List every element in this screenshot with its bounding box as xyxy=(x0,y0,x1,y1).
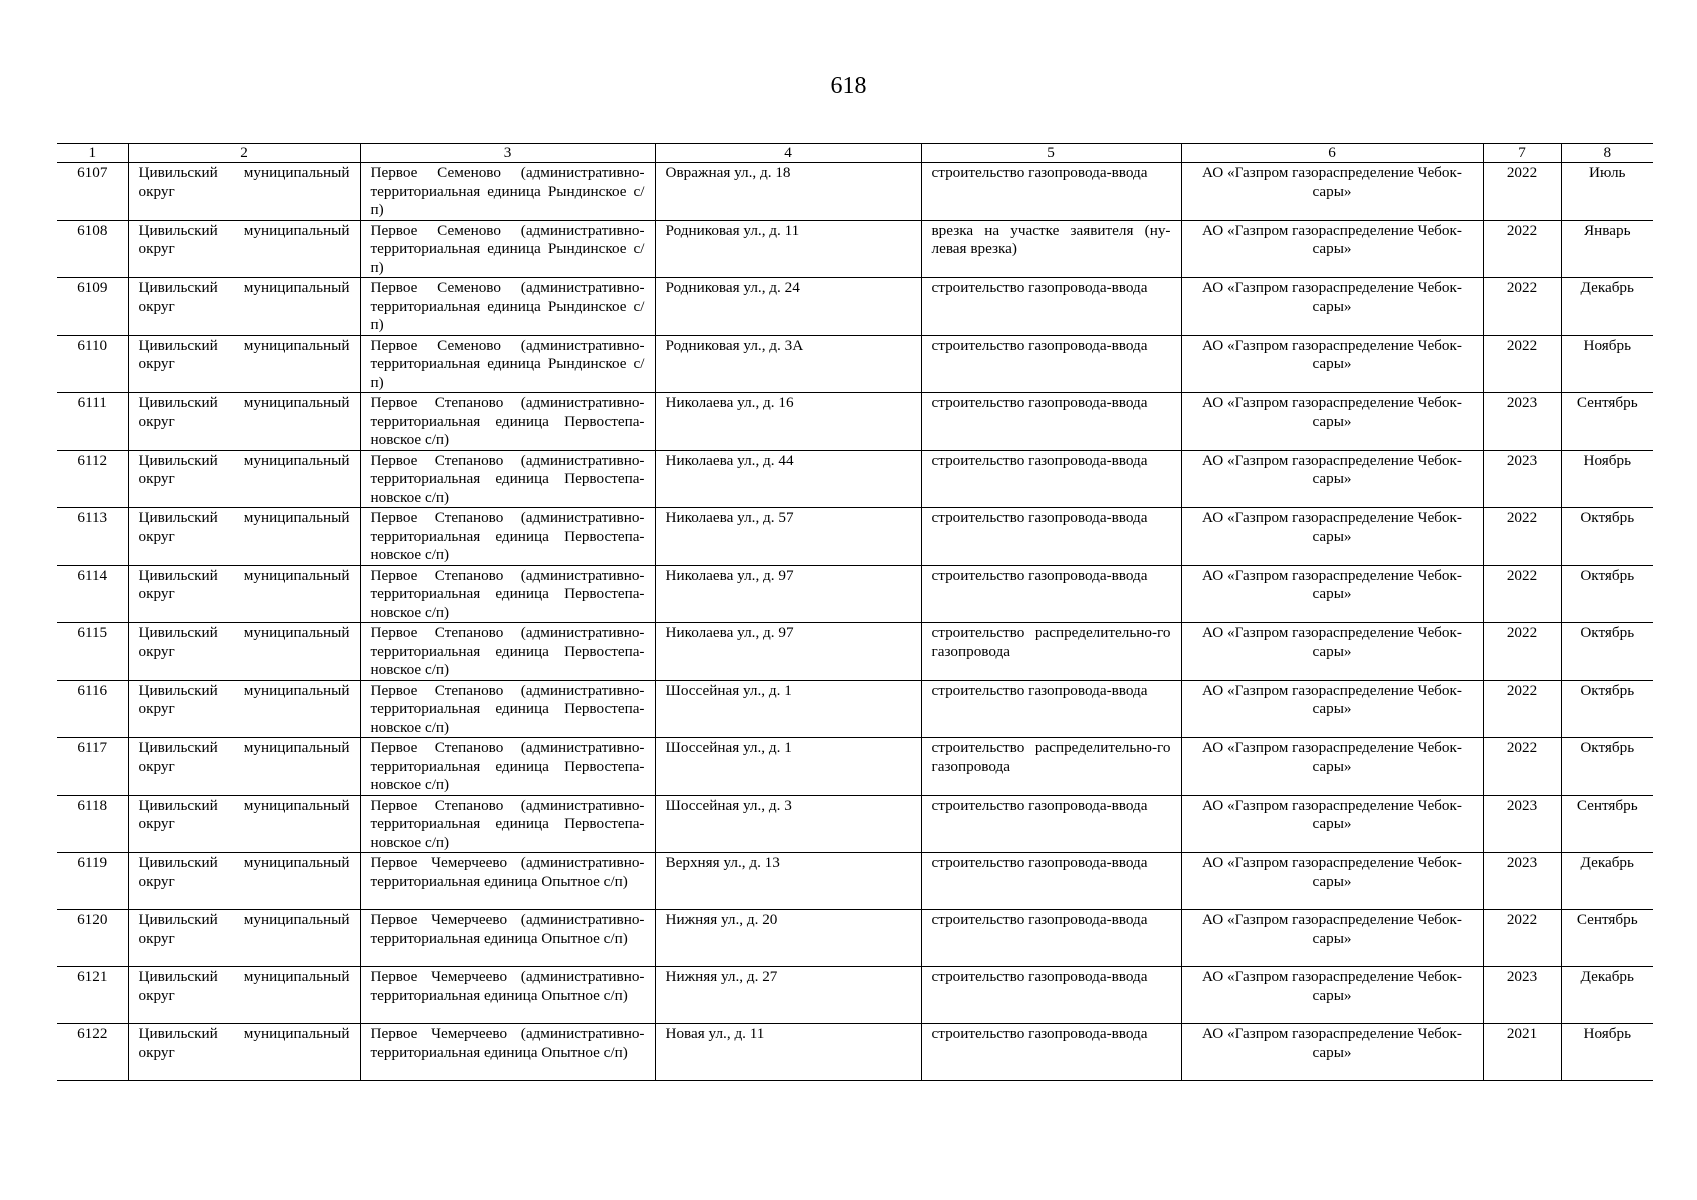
district-cell: Цивильский муниципальный округ xyxy=(128,738,360,796)
settlement-cell: Первое Чемерчеево (административно-территориальная единица Опытное с/п) xyxy=(360,910,655,967)
district-cell: Цивильский муниципальный округ xyxy=(128,163,360,221)
row-number-cell: 6110 xyxy=(57,335,128,393)
table-row xyxy=(57,680,1653,738)
settlement-cell: Первое Чемерчеево (административно-территориальная единица Опытное с/п) xyxy=(360,853,655,910)
organization-cell: АО «Газпром газораспределение Чебок-сары» xyxy=(1181,565,1483,623)
organization-cell: АО «Газпром газораспределение Чебок-сары» xyxy=(1181,853,1483,910)
organization-cell: АО «Газпром газораспределение Чебок-сары» xyxy=(1181,967,1483,1024)
address-cell: Шоссейная ул., д. 3 xyxy=(655,795,921,853)
month-cell: Ноябрь xyxy=(1561,335,1653,393)
column-header: 7 xyxy=(1483,144,1561,163)
year-cell: 2022 xyxy=(1483,220,1561,278)
table-row xyxy=(57,738,1653,796)
column-header: 6 xyxy=(1181,144,1483,163)
organization-cell: АО «Газпром газораспределение Чебок-сары» xyxy=(1181,738,1483,796)
table-row xyxy=(57,278,1653,336)
row-number-cell: 6116 xyxy=(57,680,128,738)
row-number-cell: 6122 xyxy=(57,1024,128,1081)
row-number-cell: 6114 xyxy=(57,565,128,623)
work-type-cell: строительство газопровода-ввода xyxy=(921,278,1181,336)
district-cell: Цивильский муниципальный округ xyxy=(128,450,360,508)
year-cell: 2023 xyxy=(1483,967,1561,1024)
month-cell: Ноябрь xyxy=(1561,450,1653,508)
settlement-cell: Первое Семеново (административно-территориальная единица Рындинское с/п) xyxy=(360,220,655,278)
work-type-cell: строительство распределительно-го газопровода xyxy=(921,738,1181,796)
district-cell: Цивильский муниципальный округ xyxy=(128,795,360,853)
work-type-cell: строительство газопровода-ввода xyxy=(921,1024,1181,1081)
address-cell: Николаева ул., д. 97 xyxy=(655,565,921,623)
work-type-cell: врезка на участке заявителя (ну-левая врезка) xyxy=(921,220,1181,278)
settlement-cell: Первое Степаново (административно-территориальная единица Первостепа-новское с/п) xyxy=(360,450,655,508)
row-number-cell: 6115 xyxy=(57,623,128,681)
settlement-cell: Первое Степаново (административно-территориальная единица Первостепа-новское с/п) xyxy=(360,738,655,796)
work-type-cell: строительство газопровода-ввода xyxy=(921,508,1181,566)
year-cell: 2022 xyxy=(1483,738,1561,796)
settlement-cell: Первое Степаново (административно-территориальная единица Первостепа-новское с/п) xyxy=(360,795,655,853)
address-cell: Николаева ул., д. 16 xyxy=(655,393,921,451)
year-cell: 2022 xyxy=(1483,623,1561,681)
column-header: 8 xyxy=(1561,144,1653,163)
work-type-cell: строительство газопровода-ввода xyxy=(921,967,1181,1024)
month-cell: Июль xyxy=(1561,163,1653,221)
work-type-cell: строительство газопровода-ввода xyxy=(921,565,1181,623)
settlement-cell: Первое Степаново (административно-территориальная единица Первостепа-новское с/п) xyxy=(360,508,655,566)
column-header: 3 xyxy=(360,144,655,163)
year-cell: 2023 xyxy=(1483,450,1561,508)
organization-cell: АО «Газпром газораспределение Чебок-сары» xyxy=(1181,910,1483,967)
work-type-cell: строительство газопровода-ввода xyxy=(921,680,1181,738)
year-cell: 2022 xyxy=(1483,910,1561,967)
year-cell: 2023 xyxy=(1483,393,1561,451)
settlement-cell: Первое Семеново (административно-территориальная единица Рындинское с/п) xyxy=(360,163,655,221)
district-cell: Цивильский муниципальный округ xyxy=(128,565,360,623)
address-cell: Новая ул., д. 11 xyxy=(655,1024,921,1081)
settlement-cell: Первое Степаново (административно-территориальная единица Первостепа-новское с/п) xyxy=(360,623,655,681)
row-number-cell: 6107 xyxy=(57,163,128,221)
address-cell: Шоссейная ул., д. 1 xyxy=(655,680,921,738)
settlement-cell: Первое Чемерчеево (административно-территориальная единица Опытное с/п) xyxy=(360,967,655,1024)
district-cell: Цивильский муниципальный округ xyxy=(128,393,360,451)
table-row xyxy=(57,220,1653,278)
table-row xyxy=(57,450,1653,508)
table-row xyxy=(57,910,1653,967)
district-cell: Цивильский муниципальный округ xyxy=(128,278,360,336)
organization-cell: АО «Газпром газораспределение Чебок-сары» xyxy=(1181,278,1483,336)
settlement-cell: Первое Степаново (административно-территориальная единица Первостепа-новское с/п) xyxy=(360,680,655,738)
month-cell: Декабрь xyxy=(1561,853,1653,910)
address-cell: Родниковая ул., д. 3А xyxy=(655,335,921,393)
settlement-cell: Первое Семеново (административно-территориальная единица Рындинское с/п) xyxy=(360,335,655,393)
work-type-cell: строительство газопровода-ввода xyxy=(921,853,1181,910)
year-cell: 2022 xyxy=(1483,278,1561,336)
district-cell: Цивильский муниципальный округ xyxy=(128,853,360,910)
address-cell: Николаева ул., д. 44 xyxy=(655,450,921,508)
table-body xyxy=(57,163,1653,1081)
organization-cell: АО «Газпром газораспределение Чебок-сары» xyxy=(1181,220,1483,278)
table-row xyxy=(57,795,1653,853)
row-number-cell: 6111 xyxy=(57,393,128,451)
address-cell: Шоссейная ул., д. 1 xyxy=(655,738,921,796)
settlement-cell: Первое Семеново (административно-территориальная единица Рындинское с/п) xyxy=(360,278,655,336)
gas-registry-table xyxy=(57,143,1653,1081)
organization-cell: АО «Газпром газораспределение Чебок-сары» xyxy=(1181,795,1483,853)
organization-cell: АО «Газпром газораспределение Чебок-сары» xyxy=(1181,508,1483,566)
district-cell: Цивильский муниципальный округ xyxy=(128,508,360,566)
month-cell: Январь xyxy=(1561,220,1653,278)
month-cell: Декабрь xyxy=(1561,967,1653,1024)
table-row xyxy=(57,565,1653,623)
address-cell: Родниковая ул., д. 24 xyxy=(655,278,921,336)
month-cell: Ноябрь xyxy=(1561,1024,1653,1081)
organization-cell: АО «Газпром газораспределение Чебок-сары» xyxy=(1181,335,1483,393)
year-cell: 2023 xyxy=(1483,853,1561,910)
address-cell: Верхняя ул., д. 13 xyxy=(655,853,921,910)
column-header: 4 xyxy=(655,144,921,163)
address-cell: Родниковая ул., д. 11 xyxy=(655,220,921,278)
work-type-cell: строительство газопровода-ввода xyxy=(921,163,1181,221)
month-cell: Сентябрь xyxy=(1561,393,1653,451)
organization-cell: АО «Газпром газораспределение Чебок-сары» xyxy=(1181,393,1483,451)
row-number-cell: 6113 xyxy=(57,508,128,566)
row-number-cell: 6121 xyxy=(57,967,128,1024)
table-row xyxy=(57,393,1653,451)
month-cell: Октябрь xyxy=(1561,680,1653,738)
district-cell: Цивильский муниципальный округ xyxy=(128,1024,360,1081)
page-number: 618 xyxy=(830,73,867,99)
year-cell: 2022 xyxy=(1483,565,1561,623)
row-number-cell: 6112 xyxy=(57,450,128,508)
column-header: 2 xyxy=(128,144,360,163)
row-number-cell: 6120 xyxy=(57,910,128,967)
settlement-cell: Первое Чемерчеево (административно-территориальная единица Опытное с/п) xyxy=(360,1024,655,1081)
row-number-cell: 6119 xyxy=(57,853,128,910)
address-cell: Николаева ул., д. 97 xyxy=(655,623,921,681)
year-cell: 2022 xyxy=(1483,163,1561,221)
row-number-cell: 6108 xyxy=(57,220,128,278)
table-row xyxy=(57,335,1653,393)
settlement-cell: Первое Степаново (административно-территориальная единица Первостепа-новское с/п) xyxy=(360,565,655,623)
address-cell: Овражная ул., д. 18 xyxy=(655,163,921,221)
year-cell: 2023 xyxy=(1483,795,1561,853)
month-cell: Октябрь xyxy=(1561,623,1653,681)
table-row xyxy=(57,967,1653,1024)
year-cell: 2022 xyxy=(1483,508,1561,566)
column-header: 5 xyxy=(921,144,1181,163)
organization-cell: АО «Газпром газораспределение Чебок-сары» xyxy=(1181,1024,1483,1081)
organization-cell: АО «Газпром газораспределение Чебок-сары» xyxy=(1181,623,1483,681)
organization-cell: АО «Газпром газораспределение Чебок-сары» xyxy=(1181,450,1483,508)
month-cell: Декабрь xyxy=(1561,278,1653,336)
table-row xyxy=(57,163,1653,221)
year-cell: 2022 xyxy=(1483,680,1561,738)
district-cell: Цивильский муниципальный округ xyxy=(128,680,360,738)
district-cell: Цивильский муниципальный округ xyxy=(128,967,360,1024)
year-cell: 2022 xyxy=(1483,335,1561,393)
address-cell: Николаева ул., д. 57 xyxy=(655,508,921,566)
work-type-cell: строительство распределительно-го газопровода xyxy=(921,623,1181,681)
district-cell: Цивильский муниципальный округ xyxy=(128,910,360,967)
table-row xyxy=(57,623,1653,681)
work-type-cell: строительство газопровода-ввода xyxy=(921,335,1181,393)
work-type-cell: строительство газопровода-ввода xyxy=(921,450,1181,508)
address-cell: Нижняя ул., д. 20 xyxy=(655,910,921,967)
work-type-cell: строительство газопровода-ввода xyxy=(921,795,1181,853)
column-number-row xyxy=(57,144,1653,163)
row-number-cell: 6109 xyxy=(57,278,128,336)
table-row xyxy=(57,853,1653,910)
settlement-cell: Первое Степаново (административно-территориальная единица Первостепа-новское с/п) xyxy=(360,393,655,451)
row-number-cell: 6118 xyxy=(57,795,128,853)
district-cell: Цивильский муниципальный округ xyxy=(128,220,360,278)
month-cell: Октябрь xyxy=(1561,508,1653,566)
row-number-cell: 6117 xyxy=(57,738,128,796)
work-type-cell: строительство газопровода-ввода xyxy=(921,910,1181,967)
address-cell: Нижняя ул., д. 27 xyxy=(655,967,921,1024)
month-cell: Сентябрь xyxy=(1561,910,1653,967)
month-cell: Октябрь xyxy=(1561,565,1653,623)
table-row xyxy=(57,508,1653,566)
month-cell: Октябрь xyxy=(1561,738,1653,796)
work-type-cell: строительство газопровода-ввода xyxy=(921,393,1181,451)
year-cell: 2021 xyxy=(1483,1024,1561,1081)
column-header: 1 xyxy=(57,144,128,163)
month-cell: Сентябрь xyxy=(1561,795,1653,853)
district-cell: Цивильский муниципальный округ xyxy=(128,335,360,393)
district-cell: Цивильский муниципальный округ xyxy=(128,623,360,681)
organization-cell: АО «Газпром газораспределение Чебок-сары» xyxy=(1181,163,1483,221)
table-row xyxy=(57,1024,1653,1081)
organization-cell: АО «Газпром газораспределение Чебок-сары» xyxy=(1181,680,1483,738)
